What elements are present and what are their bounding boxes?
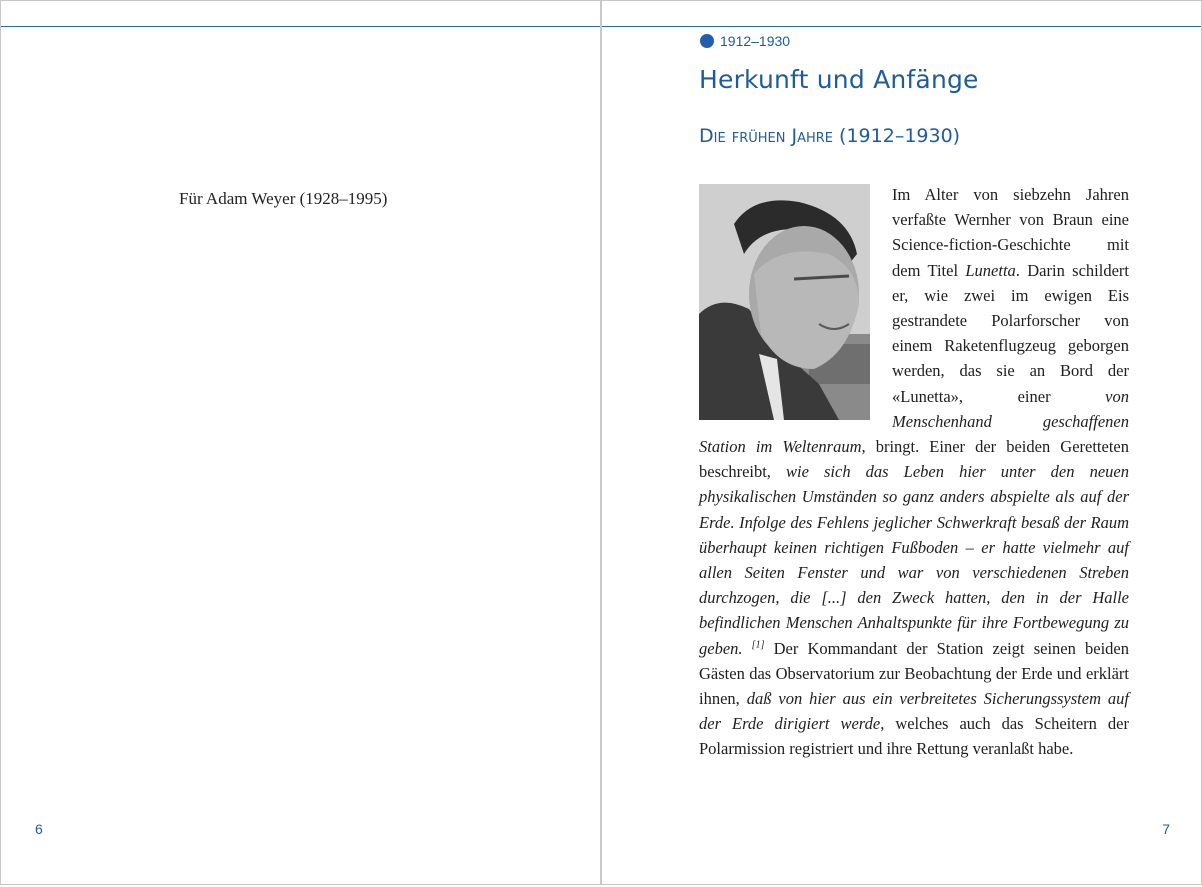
- footnote-marker[interactable]: [1]: [751, 639, 765, 651]
- paragraph-text: Im Alter von siebzehn Jahren verfaßte Wernher von Braun eine Science-fiction-Geschichte mit dem Titel: [892, 185, 1129, 280]
- paragraph-text: . Darin schildert er, wie zwei im ewigen Eis gestrandete Polarforscher von einem Raketenflugzeug geborgen werden, das sie an Bord der «Lunetta», einer: [892, 260, 1129, 406]
- header-rule: [1, 26, 600, 27]
- right-page: [601, 0, 1202, 885]
- paragraph-text: , welches auch das Scheitern der Polarmission registriert und ihre Rettung veranlaßt habe.: [699, 714, 1129, 759]
- page-number: 7: [1162, 821, 1170, 837]
- left-page: [0, 0, 601, 885]
- portrait-illustration-icon: [699, 184, 870, 420]
- header-rule: [602, 26, 1201, 27]
- quote-italic: daß von hier aus ein verbreitetes Sicherungssystem auf der Erde dirigiert werde: [699, 689, 1129, 734]
- paragraph-text: Der Kommandant der Station zeigt seinen beiden Gästen das Observatorium zur Beobachtung der Erde und erklärt ihnen,: [699, 638, 1129, 709]
- running-head-text: 1912–1930: [720, 33, 791, 49]
- quote-italic: wie sich das Leben hier unter den neuen physikalischen Umständen so ganz anders abspielte als auf der Erde. Infolge des Fehlens jeglicher Schwerkraft besaß der Raum überhaupt keinen richtigen Fußboden – er hatte vielmehr auf allen Seiten Fenster und war von verschiedenen Streben durchzogen, die [...] den Zweck hatten, den in der Halle befindlichen Menschen Anhaltspunkte für ihre Fortbewegung zu geben.: [699, 462, 1129, 658]
- book-title-italic: Lunetta: [965, 260, 1016, 280]
- page-number: 6: [35, 821, 43, 837]
- portrait-photo: [699, 184, 870, 420]
- quote-italic: von Menschenhand geschaffenen Station im Weltenraum: [699, 386, 1129, 457]
- section-title: Die frühen Jahre (1912–1930): [699, 125, 961, 147]
- paragraph-text: , bringt. Einer der beiden Geretteten beschreibt,: [699, 437, 1129, 482]
- dedication: Für Adam Weyer (1928–1995): [179, 189, 388, 208]
- bullet-dot-icon: [700, 34, 714, 48]
- chapter-title: Herkunft und Anfänge: [699, 65, 979, 94]
- body-paragraph: [699, 182, 1129, 762]
- running-head: [700, 32, 790, 50]
